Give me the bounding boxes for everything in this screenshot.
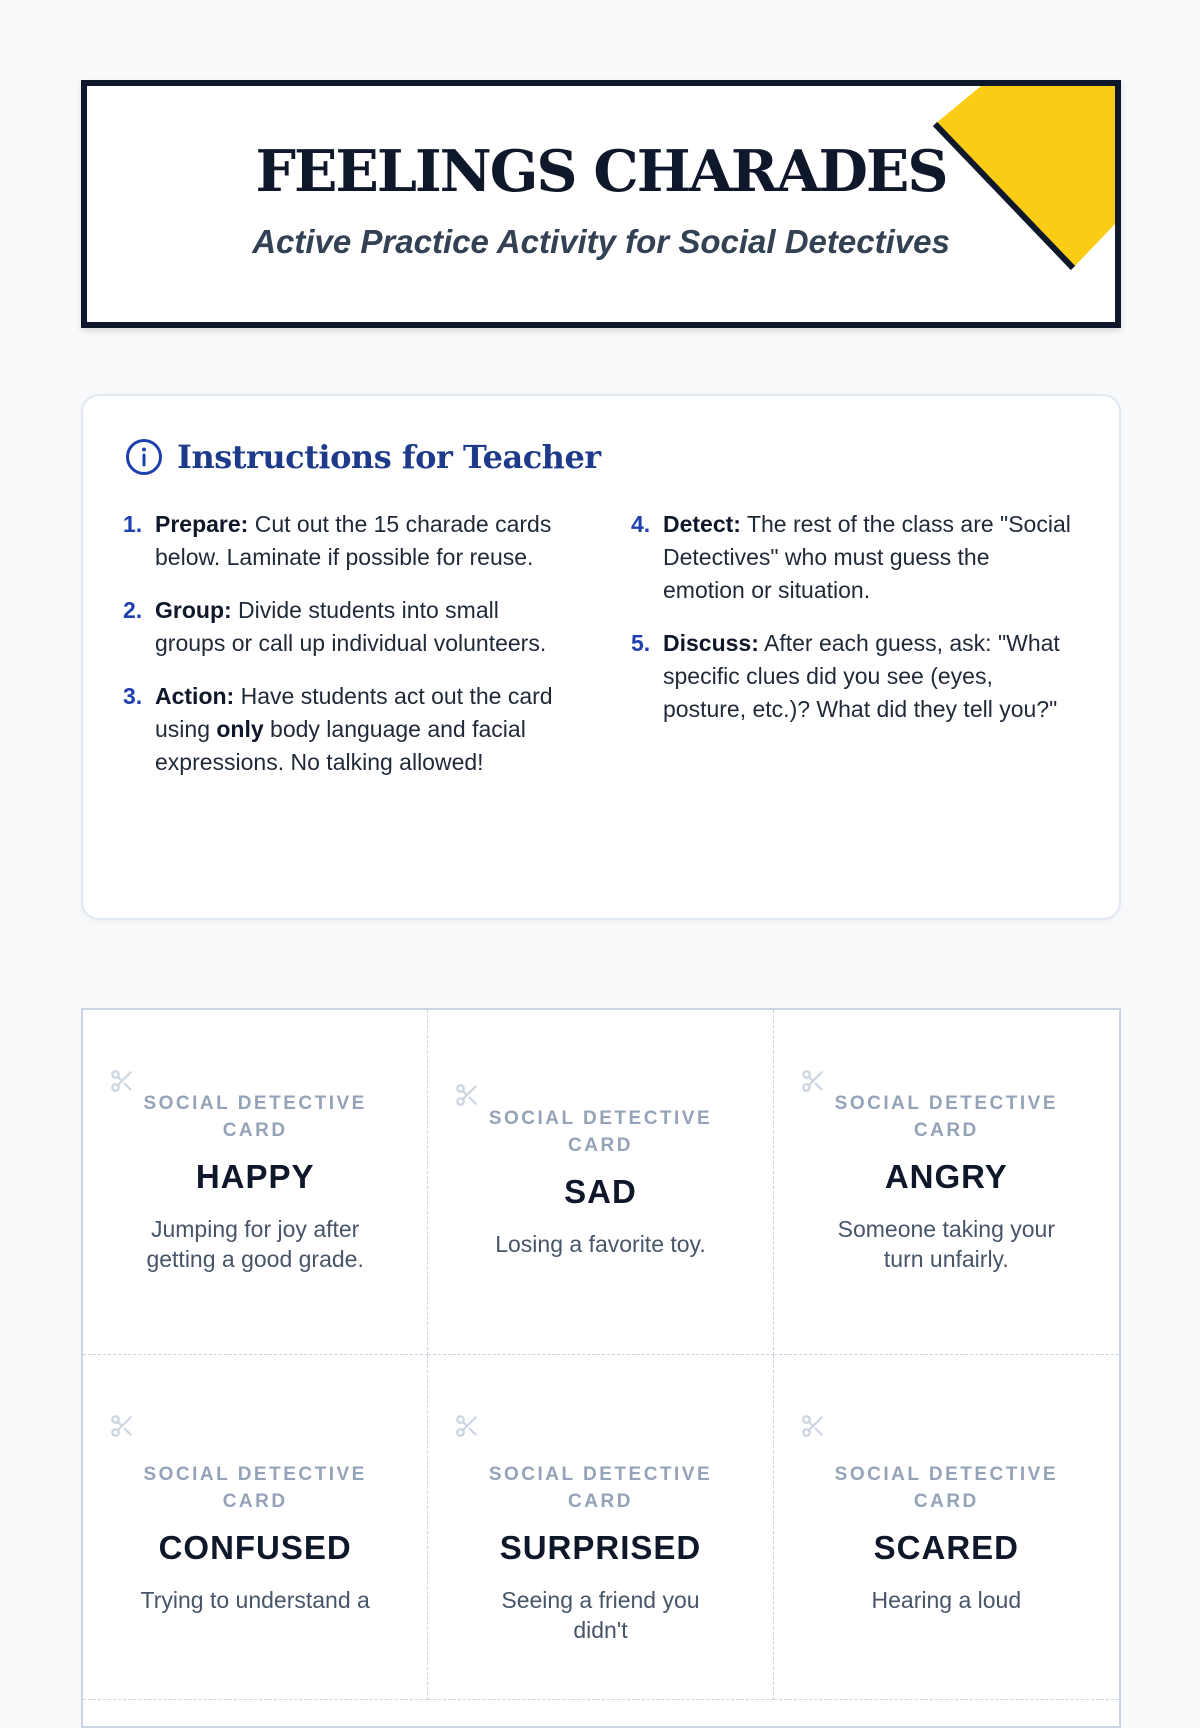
step-text bbox=[155, 594, 563, 660]
step-text bbox=[663, 508, 1071, 607]
info-icon bbox=[125, 438, 163, 476]
step-body: After each guess, ask: "What specific clues did you see (eyes, posture, etc.)? What did they tell you?" bbox=[663, 630, 1060, 722]
page-subtitle: Active Practice Activity for Social Detectives bbox=[252, 223, 950, 260]
step-text bbox=[663, 627, 1071, 726]
charade-cards-grid bbox=[81, 1008, 1121, 1728]
card-emotion: ANGRY bbox=[884, 1158, 1008, 1195]
charade-card bbox=[83, 1010, 428, 1355]
step-label: Detect: bbox=[663, 511, 741, 537]
card-emotion: SCARED bbox=[873, 1529, 1019, 1566]
step-body: The rest of the class are "Social Detectives" who must guess the emotion or situation. bbox=[663, 511, 1071, 603]
card-situation: Trying to understand a bbox=[140, 1587, 370, 1613]
step-number: 3. bbox=[123, 683, 143, 709]
charade-card bbox=[774, 1355, 1119, 1700]
step-number: 5. bbox=[631, 630, 651, 656]
card-emotion: CONFUSED bbox=[158, 1529, 352, 1566]
card-label: SOCIAL DETECTIVE CARD bbox=[834, 1464, 1058, 1512]
card-label: SOCIAL DETECTIVE CARD bbox=[834, 1093, 1058, 1141]
instruction-step bbox=[123, 594, 563, 660]
card-emotion: HAPPY bbox=[195, 1158, 315, 1195]
step-text bbox=[155, 508, 563, 574]
step-label: Action: bbox=[155, 683, 235, 709]
charade-card bbox=[428, 1010, 773, 1355]
card-situation: Losing a favorite toy. bbox=[495, 1231, 706, 1257]
instruction-step bbox=[123, 508, 563, 574]
header-banner bbox=[81, 80, 1121, 328]
scissors-icon bbox=[800, 1068, 826, 1094]
card-label: SOCIAL DETECTIVE CARD bbox=[488, 1464, 713, 1512]
scissors-icon bbox=[109, 1413, 135, 1439]
instructions-title: Instructions for Teacher bbox=[177, 438, 601, 476]
card-label: SOCIAL DETECTIVE CARD bbox=[143, 1464, 367, 1512]
card-situation: Seeing a friend you didn't bbox=[501, 1587, 700, 1643]
card-emotion: SURPRISED bbox=[499, 1529, 702, 1566]
step-body-continued: body language and facial expressions. No talking allowed! bbox=[155, 716, 526, 775]
instruction-step bbox=[631, 508, 1071, 607]
charade-card bbox=[83, 1355, 428, 1700]
scissors-icon bbox=[800, 1413, 826, 1439]
card-label: SOCIAL DETECTIVE CARD bbox=[488, 1108, 713, 1156]
scissors-icon bbox=[454, 1413, 480, 1439]
card-situation: Hearing a loud bbox=[871, 1587, 1022, 1613]
card-situation: Jumping for joy after getting a good grade. bbox=[146, 1216, 364, 1272]
step-number: 2. bbox=[123, 597, 143, 623]
step-number: 1. bbox=[123, 511, 143, 537]
instructions-panel bbox=[81, 394, 1121, 920]
step-body: Have students act out the card using bbox=[155, 683, 553, 742]
page-title: FEELINGS CHARADES bbox=[255, 138, 947, 205]
card-emotion: SAD bbox=[564, 1173, 637, 1210]
step-text bbox=[155, 680, 563, 779]
scissors-icon bbox=[454, 1082, 480, 1108]
instructions-header bbox=[125, 438, 601, 476]
step-body: Cut out the 15 charade cards below. Laminate if possible for reuse. bbox=[155, 511, 552, 570]
card-label: SOCIAL DETECTIVE CARD bbox=[143, 1093, 367, 1141]
worksheet-page bbox=[81, 80, 1121, 1643]
scissors-icon bbox=[109, 1068, 135, 1094]
step-body: Divide students into small groups or call up individual volunteers. bbox=[155, 597, 547, 656]
instruction-step bbox=[631, 627, 1071, 726]
step-label: Prepare: bbox=[155, 511, 249, 537]
instruction-step bbox=[123, 680, 563, 779]
step-number: 4. bbox=[631, 511, 651, 537]
instructions-column-right bbox=[631, 508, 1071, 746]
instructions-column-left bbox=[123, 508, 563, 799]
step-label: Group: bbox=[155, 597, 232, 623]
card-situation: Someone taking your turn unfairly. bbox=[837, 1216, 1055, 1272]
step-emphasis: only bbox=[216, 716, 264, 742]
step-label: Discuss: bbox=[663, 630, 759, 656]
charade-card bbox=[428, 1355, 773, 1700]
charade-card bbox=[774, 1010, 1119, 1355]
